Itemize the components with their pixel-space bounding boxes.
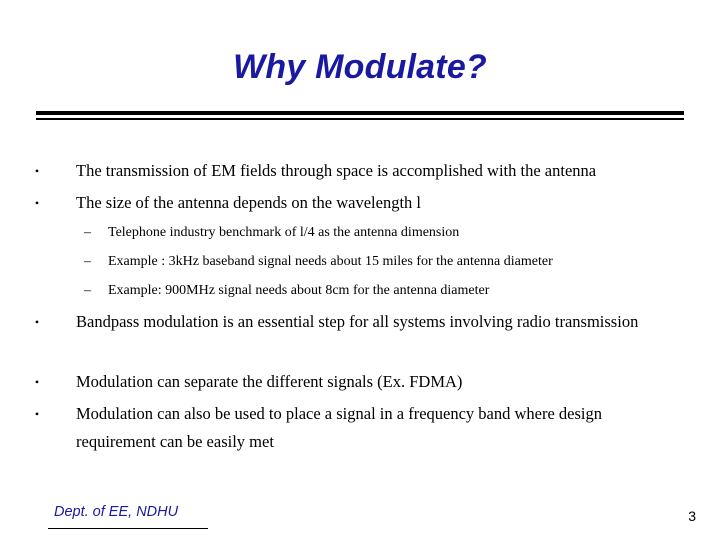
dash-icon: – xyxy=(84,283,91,298)
footer-divider xyxy=(48,528,208,529)
slide-title: Why Modulate? xyxy=(233,48,487,86)
sub-bullet-text: Telephone industry benchmark of l/4 as the antenna dimension xyxy=(108,225,460,240)
sub-bullet-text: Example: 900MHz signal needs about 8cm for the antenna diameter xyxy=(108,283,490,298)
bullet-text: Modulation can separate the different signals (Ex. FDMA) xyxy=(76,372,463,391)
bullet-icon: • xyxy=(34,196,40,210)
bullet-text: Modulation can also be used to place a signal in a frequency band where design requirement can be easily met xyxy=(76,404,602,451)
dash-icon: – xyxy=(84,254,91,269)
sub-bullet-text: Example : 3kHz baseband signal needs about 15 miles for the antenna diameter xyxy=(108,254,553,269)
footer-department: Dept. of EE, NDHU xyxy=(54,504,179,520)
bullet-text: The transmission of EM fields through space is accomplished with the antenna xyxy=(76,161,597,180)
bullet-text: Bandpass modulation is an essential step for all systems involving radio transmission xyxy=(76,312,639,331)
title-divider-thin xyxy=(36,118,684,120)
bullet-icon: • xyxy=(34,315,40,329)
bullet-icon: • xyxy=(34,407,40,421)
bullet-icon: • xyxy=(34,375,40,389)
dash-icon: – xyxy=(84,225,91,240)
page-number: 3 xyxy=(688,508,696,524)
bullet-text: The size of the antenna depends on the wavelength l xyxy=(76,193,422,212)
bullet-icon: • xyxy=(34,164,40,178)
title-divider-thick xyxy=(36,111,684,115)
